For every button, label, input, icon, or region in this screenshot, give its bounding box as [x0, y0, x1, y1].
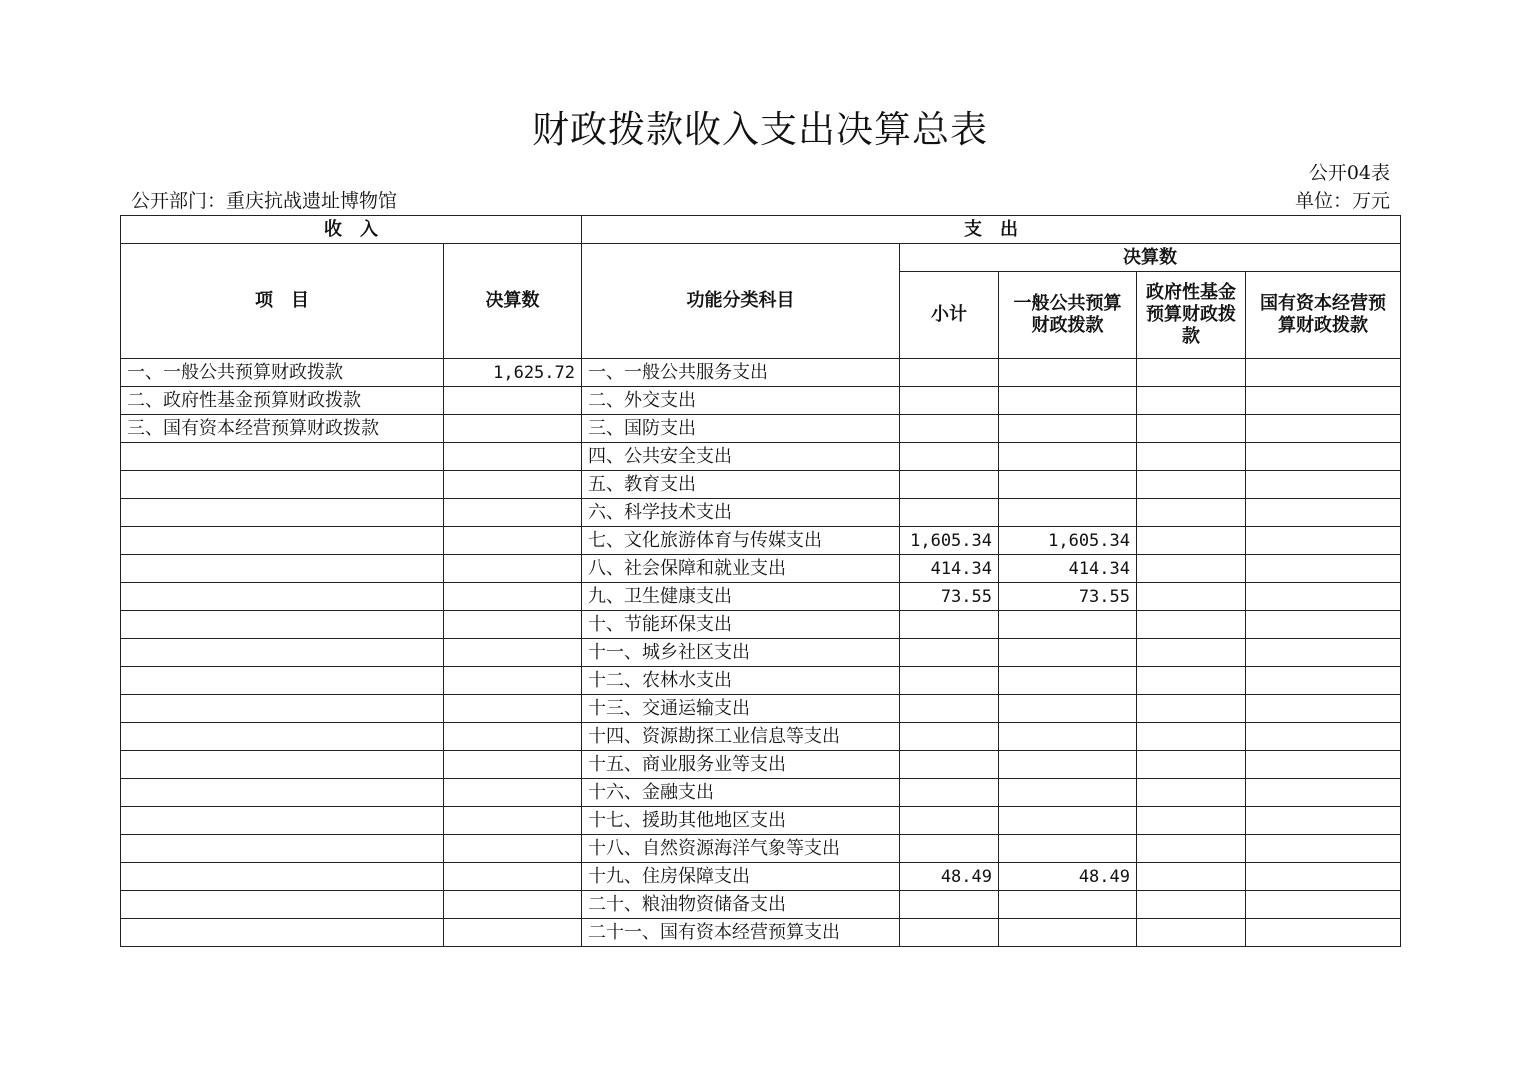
income-item-cell: 一、一般公共预算财政拨款 [121, 359, 444, 387]
gov-fund-cell [1137, 751, 1246, 779]
state-capital-cell [1246, 499, 1401, 527]
state-capital-cell [1246, 415, 1401, 443]
state-capital-cell [1246, 527, 1401, 555]
state-capital-cell [1246, 667, 1401, 695]
subtotal-cell [900, 695, 999, 723]
income-amount-cell [444, 415, 582, 443]
subtotal-cell: 73.55 [900, 583, 999, 611]
gov-fund-cell [1137, 863, 1246, 891]
income-item-cell [121, 499, 444, 527]
expense-item-cell: 二、外交支出 [582, 387, 900, 415]
department-label: 公开部门：重庆抗战遗址博物馆 [131, 190, 398, 212]
gov-fund-cell [1137, 443, 1246, 471]
form-number: 公开04表 [1308, 162, 1390, 184]
income-amount-cell [444, 723, 582, 751]
subtotal-header: 小计 [900, 272, 999, 359]
state-capital-header: 国有资本经营预算财政拨款 [1246, 272, 1401, 359]
subtotal-cell [900, 919, 999, 947]
income-amount-cell [444, 863, 582, 891]
income-amount-cell [444, 639, 582, 667]
income-item-cell [121, 751, 444, 779]
income-amount-cell [444, 807, 582, 835]
table-row [121, 863, 1401, 891]
state-capital-cell [1246, 723, 1401, 751]
general-budget-cell [999, 499, 1137, 527]
table-row [121, 443, 1401, 471]
expense-item-cell: 十二、农林水支出 [582, 667, 900, 695]
income-amount-cell [444, 387, 582, 415]
expense-item-cell: 十三、交通运输支出 [582, 695, 900, 723]
page-title: 财政拨款收入支出决算总表 [532, 108, 988, 151]
subtotal-cell [900, 443, 999, 471]
general-budget-cell [999, 639, 1137, 667]
general-budget-header: 一般公共预算财政拨款 [999, 272, 1137, 359]
income-item-cell [121, 471, 444, 499]
expense-item-cell: 十七、援助其他地区支出 [582, 807, 900, 835]
income-item-cell [121, 443, 444, 471]
income-amount-cell [444, 751, 582, 779]
gov-fund-cell [1137, 527, 1246, 555]
state-capital-cell [1246, 695, 1401, 723]
subtotal-cell [900, 891, 999, 919]
state-capital-cell [1246, 471, 1401, 499]
gov-fund-cell [1137, 499, 1246, 527]
general-budget-cell [999, 611, 1137, 639]
table-row [121, 387, 1401, 415]
income-item-cell [121, 807, 444, 835]
expense-item-cell: 十四、资源勘探工业信息等支出 [582, 723, 900, 751]
general-budget-cell [999, 415, 1137, 443]
income-amount-cell [444, 919, 582, 947]
subtotal-cell [900, 471, 999, 499]
table-row [121, 807, 1401, 835]
subtotal-cell [900, 723, 999, 751]
general-budget-cell [999, 359, 1137, 387]
subtotal-cell: 48.49 [900, 863, 999, 891]
income-item-cell [121, 611, 444, 639]
table-row [121, 583, 1401, 611]
income-item-cell [121, 555, 444, 583]
gov-fund-header: 政府性基金预算财政拨款 [1137, 272, 1246, 359]
income-item-cell [121, 583, 444, 611]
income-amount-cell [444, 891, 582, 919]
gov-fund-cell [1137, 807, 1246, 835]
subtotal-cell [900, 415, 999, 443]
general-budget-cell [999, 891, 1137, 919]
income-amount-cell [444, 443, 582, 471]
income-amount-cell [444, 611, 582, 639]
table-row [121, 359, 1401, 387]
income-amount-cell [444, 527, 582, 555]
subtotal-cell [900, 611, 999, 639]
income-item-cell [121, 835, 444, 863]
subtotal-cell [900, 807, 999, 835]
general-budget-cell [999, 919, 1137, 947]
general-budget-cell [999, 835, 1137, 863]
table-row [121, 891, 1401, 919]
income-item-cell [121, 779, 444, 807]
expense-header: 支 出 [582, 216, 1401, 244]
table-row [121, 415, 1401, 443]
final-group-header: 决算数 [900, 244, 1401, 272]
gov-fund-cell [1137, 667, 1246, 695]
income-amount-cell [444, 471, 582, 499]
subtotal-cell [900, 835, 999, 863]
expense-item-cell: 三、国防支出 [582, 415, 900, 443]
general-budget-cell [999, 779, 1137, 807]
final-amount-header: 决算数 [444, 244, 582, 359]
expense-item-cell: 十六、金融支出 [582, 779, 900, 807]
table-row [121, 639, 1401, 667]
income-item-cell: 三、国有资本经营预算财政拨款 [121, 415, 444, 443]
general-budget-cell [999, 667, 1137, 695]
gov-fund-cell [1137, 639, 1246, 667]
subtotal-cell [900, 751, 999, 779]
expense-item-cell: 九、卫生健康支出 [582, 583, 900, 611]
table-row [121, 919, 1401, 947]
gov-fund-cell [1137, 471, 1246, 499]
expense-item-cell: 十九、住房保障支出 [582, 863, 900, 891]
gov-fund-cell [1137, 919, 1246, 947]
table-row [121, 471, 1401, 499]
table-row [121, 527, 1401, 555]
subtotal-cell: 414.34 [900, 555, 999, 583]
subtotal-cell [900, 667, 999, 695]
state-capital-cell [1246, 807, 1401, 835]
state-capital-cell [1246, 835, 1401, 863]
func-class-header: 功能分类科目 [582, 244, 900, 359]
finance-table [120, 215, 1401, 947]
income-amount-cell [444, 499, 582, 527]
general-budget-cell [999, 695, 1137, 723]
general-budget-cell: 1,605.34 [999, 527, 1137, 555]
expense-item-cell: 十八、自然资源海洋气象等支出 [582, 835, 900, 863]
expense-item-cell: 十一、城乡社区支出 [582, 639, 900, 667]
income-item-cell: 二、政府性基金预算财政拨款 [121, 387, 444, 415]
table-row [121, 751, 1401, 779]
table-row [121, 611, 1401, 639]
state-capital-cell [1246, 583, 1401, 611]
general-budget-cell: 73.55 [999, 583, 1137, 611]
subtotal-cell [900, 639, 999, 667]
state-capital-cell [1246, 751, 1401, 779]
income-amount-cell [444, 695, 582, 723]
gov-fund-cell [1137, 779, 1246, 807]
subtotal-cell [900, 359, 999, 387]
general-budget-cell: 414.34 [999, 555, 1137, 583]
income-amount-cell: 1,625.72 [444, 359, 582, 387]
header-row-2 [121, 244, 1401, 272]
income-item-cell [121, 919, 444, 947]
state-capital-cell [1246, 779, 1401, 807]
gov-fund-cell [1137, 723, 1246, 751]
state-capital-cell [1246, 359, 1401, 387]
income-item-cell [121, 723, 444, 751]
table-row [121, 667, 1401, 695]
expense-item-cell: 八、社会保障和就业支出 [582, 555, 900, 583]
general-budget-cell [999, 471, 1137, 499]
subtotal-cell: 1,605.34 [900, 527, 999, 555]
gov-fund-cell [1137, 555, 1246, 583]
general-budget-cell [999, 723, 1137, 751]
income-item-cell [121, 863, 444, 891]
expense-item-cell: 二十一、国有资本经营预算支出 [582, 919, 900, 947]
expense-item-cell: 四、公共安全支出 [582, 443, 900, 471]
gov-fund-cell [1137, 835, 1246, 863]
gov-fund-cell [1137, 891, 1246, 919]
general-budget-cell: 48.49 [999, 863, 1137, 891]
state-capital-cell [1246, 555, 1401, 583]
income-item-cell [121, 891, 444, 919]
income-item-cell [121, 695, 444, 723]
expense-item-cell: 一、一般公共服务支出 [582, 359, 900, 387]
expense-item-cell: 七、文化旅游体育与传媒支出 [582, 527, 900, 555]
gov-fund-cell [1137, 387, 1246, 415]
state-capital-cell [1246, 639, 1401, 667]
gov-fund-cell [1137, 611, 1246, 639]
subtotal-cell [900, 779, 999, 807]
item-header: 项 目 [121, 244, 444, 359]
state-capital-cell [1246, 443, 1401, 471]
gov-fund-cell [1137, 695, 1246, 723]
state-capital-cell [1246, 919, 1401, 947]
expense-item-cell: 二十、粮油物资储备支出 [582, 891, 900, 919]
general-budget-cell [999, 443, 1137, 471]
table-row [121, 695, 1401, 723]
unit-label: 单位：万元 [1294, 190, 1390, 212]
expense-item-cell: 十五、商业服务业等支出 [582, 751, 900, 779]
subtotal-cell [900, 499, 999, 527]
expense-item-cell: 六、科学技术支出 [582, 499, 900, 527]
state-capital-cell [1246, 387, 1401, 415]
gov-fund-cell [1137, 359, 1246, 387]
table-row [121, 835, 1401, 863]
table-row [121, 499, 1401, 527]
state-capital-cell [1246, 863, 1401, 891]
income-item-cell [121, 639, 444, 667]
table-row [121, 723, 1401, 751]
income-amount-cell [444, 835, 582, 863]
income-header: 收 入 [121, 216, 582, 244]
gov-fund-cell [1137, 415, 1246, 443]
general-budget-cell [999, 807, 1137, 835]
income-amount-cell [444, 555, 582, 583]
subtotal-cell [900, 387, 999, 415]
table-row [121, 779, 1401, 807]
income-amount-cell [444, 667, 582, 695]
table-row [121, 555, 1401, 583]
expense-item-cell: 十、节能环保支出 [582, 611, 900, 639]
income-item-cell [121, 527, 444, 555]
income-item-cell [121, 667, 444, 695]
state-capital-cell [1246, 891, 1401, 919]
gov-fund-cell [1137, 583, 1246, 611]
general-budget-cell [999, 387, 1137, 415]
income-amount-cell [444, 583, 582, 611]
state-capital-cell [1246, 611, 1401, 639]
income-amount-cell [444, 779, 582, 807]
general-budget-cell [999, 751, 1137, 779]
header-row-1 [121, 216, 1401, 244]
expense-item-cell: 五、教育支出 [582, 471, 900, 499]
